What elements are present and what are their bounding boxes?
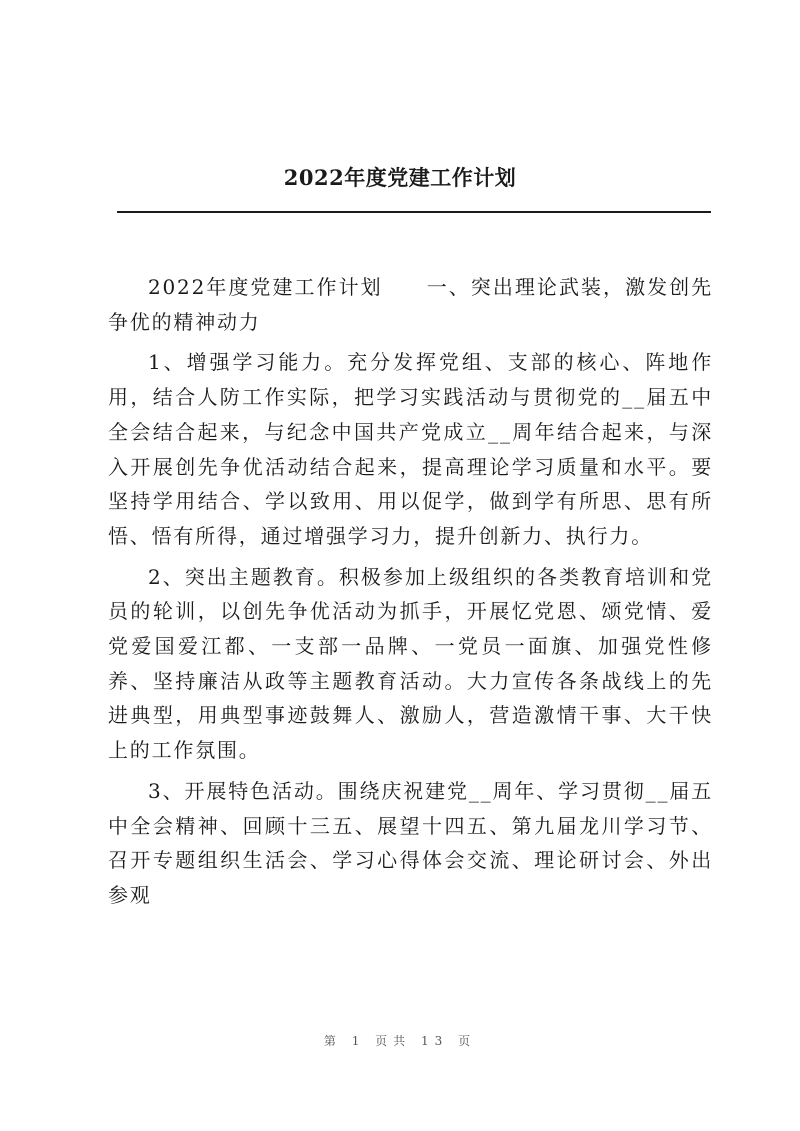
page-title: 2022年度党建工作计划 <box>283 165 517 190</box>
paragraph-1: 1、增强学习能力。充分发挥党组、支部的核心、阵地作用，结合人防工作实际，把学习实践活动与贯彻党的__届五中全会结合起来，与纪念中国共产党成立__周年结合起来，与深入开展创先争优活动结合起来，提高理论学习质量和水平。要坚持学用结合、学以致用、用以促学，做到学有所思、思有所悟、悟有所得，通过增强学习力，提升创新力、执行力。 <box>108 350 713 548</box>
paragraph-3: 3、开展特色活动。围绕庆祝建党__周年、学习贯彻__届五中全会精神、回顾十三五、展望十四五、第九届龙川学习节、召开专题组织生活会、学习心得体会交流、理论研讨会、外出参观 <box>108 778 713 907</box>
paragraph-2: 2、突出主题教育。积极参加上级组织的各类教育培训和党员的轮训，以创先争优活动为抓手，开展忆党恩、颂党情、爱党爱国爱江都、一支部一品牌、一党员一面旗、加强党性修养、坚持廉洁从政等主题教育活动。大力宣传各条战线上的先进典型，用典型事迹鼓舞人、激励人，营造激情干事、大干快上的工作氛围。 <box>108 564 713 763</box>
paragraph-intro: 2022年度党建工作计划 一、突出理论武装，激发创先争优的精神动力 <box>108 275 713 334</box>
page-footer: 第 1 页共 13 页 <box>323 1034 477 1048</box>
document-body <box>108 270 713 913</box>
title-divider <box>117 211 711 213</box>
